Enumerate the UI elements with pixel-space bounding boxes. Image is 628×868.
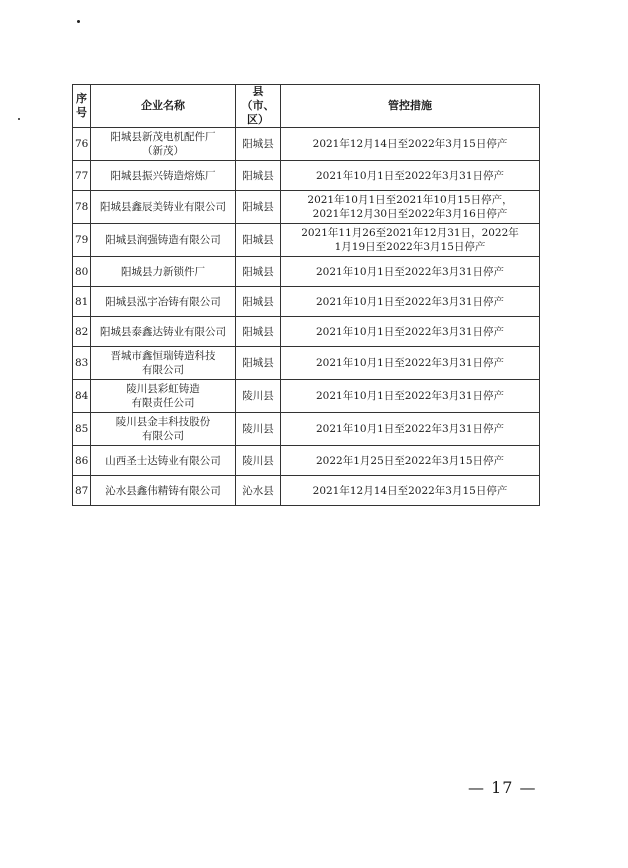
cell-enterprise-name — [91, 224, 236, 257]
cell-no: 87 — [73, 476, 91, 506]
control-measure-line: 2021年10月1日至2022年3月31日停产 — [315, 169, 505, 182]
cell-no: 82 — [73, 317, 91, 347]
cell-county: 陵川县 — [236, 380, 281, 413]
cell-control-measure — [281, 446, 540, 476]
cell-enterprise-name — [91, 287, 236, 317]
cell-county: 阳城县 — [236, 128, 281, 161]
enterprise-name-line: 沁水县鑫伟精铸有限公司 — [105, 484, 221, 497]
cell-no: 83 — [73, 347, 91, 380]
cell-control-measure — [281, 128, 540, 161]
table-row — [73, 317, 540, 347]
control-measure-line: 2021年12月14日至2022年3月15日停产 — [312, 138, 508, 150]
table-row — [73, 224, 540, 257]
cell-county: 阳城县 — [236, 347, 281, 380]
cell-no: 78 — [73, 191, 91, 224]
cell-enterprise-name — [91, 257, 236, 287]
cell-no: 84 — [73, 380, 91, 413]
cell-enterprise-name — [91, 128, 236, 161]
control-measure-line: 2021年10月1日至2021年10月15日停产， — [307, 194, 513, 206]
enterprise-name-line: 阳城县振兴铸造熔炼厂 — [110, 169, 216, 182]
control-measure-line: 2022年1月25日至2022年3月15日停产 — [315, 454, 505, 467]
cell-no: 80 — [73, 257, 91, 287]
cell-no: 81 — [73, 287, 91, 317]
cell-control-measure — [281, 413, 540, 446]
enterprise-name-line: 阳城县泓宇冶铸有限公司 — [105, 295, 221, 308]
cell-county: 阳城县 — [236, 317, 281, 347]
enterprise-name-line: 山西圣士达铸业有限公司 — [105, 454, 221, 467]
cell-county: 陵川县 — [236, 413, 281, 446]
table-header-row — [73, 85, 540, 128]
table-row — [73, 287, 540, 317]
cell-control-measure — [281, 476, 540, 506]
table-row — [73, 161, 540, 191]
control-measure-line: 2021年10月1日至2022年3月31日停产 — [315, 265, 505, 278]
cell-no: 79 — [73, 224, 91, 257]
table-row — [73, 347, 540, 380]
cell-enterprise-name — [91, 161, 236, 191]
cell-enterprise-name — [91, 446, 236, 476]
cell-control-measure — [281, 317, 540, 347]
cell-no: 76 — [73, 128, 91, 161]
cell-no: 85 — [73, 413, 91, 446]
table-row — [73, 413, 540, 446]
cell-no: 77 — [73, 161, 91, 191]
enterprise-name-line: 阳城县泰鑫达铸业有限公司 — [100, 325, 226, 338]
enterprise-name-line: 有限公司 — [142, 430, 184, 442]
cell-county: 阳城县 — [236, 191, 281, 224]
table-row — [73, 257, 540, 287]
cell-enterprise-name — [91, 380, 236, 413]
cell-county: 阳城县 — [236, 161, 281, 191]
cell-county: 沁水县 — [236, 476, 281, 506]
enterprise-name-line: 阳城县鑫辰美铸业有限公司 — [100, 201, 226, 213]
enterprise-name-line: 有限责任公司 — [131, 397, 195, 409]
table-row — [73, 476, 540, 506]
cell-control-measure — [281, 347, 540, 380]
table-row — [73, 380, 540, 413]
enterprise-name-line: （新茂） — [142, 145, 184, 157]
cell-enterprise-name — [91, 476, 236, 506]
enterprise-name-line: 有限公司 — [142, 364, 184, 376]
cell-control-measure — [281, 161, 540, 191]
control-measure-line: 2021年10月1日至2022年3月31日停产 — [315, 357, 505, 369]
table-row — [73, 446, 540, 476]
cell-no: 86 — [73, 446, 91, 476]
cell-control-measure — [281, 380, 540, 413]
cell-control-measure — [281, 224, 540, 257]
enterprise-name-line: 陵川县金丰科技股份 — [115, 416, 211, 428]
table-row — [73, 128, 540, 161]
cell-county: 阳城县 — [236, 224, 281, 257]
control-measure-line: 2021年10月1日至2022年3月31日停产 — [315, 390, 505, 402]
cell-enterprise-name — [91, 347, 236, 380]
page-number: — 17 — — [468, 778, 537, 797]
enterprise-name-line: 阳城县新茂电机配件厂 — [110, 131, 216, 143]
control-measure-line: 2021年10月1日至2022年3月31日停产 — [315, 325, 505, 338]
control-measure-line: 2021年11月26至2021年12月31日，2022年 — [301, 227, 519, 239]
cell-county: 陵川县 — [236, 446, 281, 476]
cell-control-measure — [281, 257, 540, 287]
header-name: 企业名称 — [91, 85, 236, 128]
header-county-line2: （市、区） — [241, 99, 275, 126]
cell-control-measure — [281, 191, 540, 224]
enterprise-name-line: 晋城市鑫恒瑞铸造科技 — [110, 350, 216, 362]
cell-control-measure — [281, 287, 540, 317]
cell-county: 阳城县 — [236, 287, 281, 317]
cell-enterprise-name — [91, 413, 236, 446]
enterprise-name-line: 阳城县力新锁件厂 — [121, 265, 205, 278]
scan-speck-dot — [18, 118, 20, 120]
enterprise-name-line: 陵川县彩虹铸造 — [126, 383, 200, 395]
header-county — [236, 85, 281, 128]
cell-enterprise-name — [91, 317, 236, 347]
control-measure-line: 2021年10月1日至2022年3月31日停产 — [315, 423, 505, 435]
control-measure-line: 2021年10月1日至2022年3月31日停产 — [315, 295, 505, 308]
header-measure: 管控措施 — [281, 85, 540, 128]
enterprise-name-line: 阳城县润强铸造有限公司 — [105, 234, 221, 246]
control-measure-line: 1月19日至2022年3月15日停产 — [334, 241, 486, 253]
header-county-line1: 县 — [252, 85, 264, 98]
enterprise-control-table — [72, 84, 540, 506]
cell-enterprise-name — [91, 191, 236, 224]
header-no: 序号 — [73, 85, 91, 128]
cell-county: 阳城县 — [236, 257, 281, 287]
control-measure-line: 2021年12月30日至2022年3月16日停产 — [312, 208, 508, 220]
control-measure-line: 2021年12月14日至2022年3月15日停产 — [312, 484, 508, 497]
table-row — [73, 191, 540, 224]
scan-speck-dot — [77, 20, 80, 23]
